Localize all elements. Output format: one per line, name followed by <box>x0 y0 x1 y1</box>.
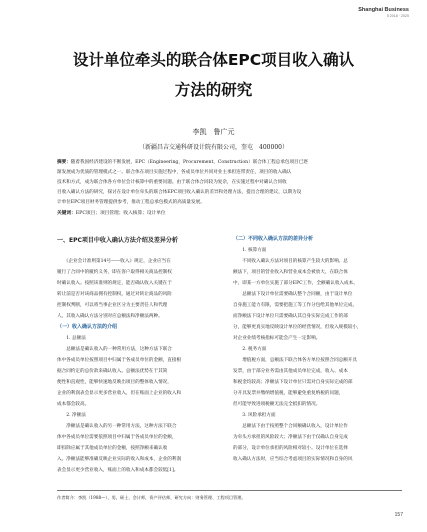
left-column <box>57 234 223 476</box>
body-text-line: 自身施工能力有限，需要把施工等工作分包给其他单位完成， <box>233 303 358 308</box>
right-column <box>233 234 400 465</box>
authors: 李凯 鲁广元 <box>192 128 235 136</box>
body-text-line: 体中各成员单位需要依照项目中归属于各成员单位的金额， <box>57 435 177 440</box>
body-text-line: 2. 税务方面 <box>233 347 267 352</box>
affiliation: （新疆昌吉交通科研设计院有限公司，奎屯 400000） <box>139 144 288 151</box>
abstract-line: 渐发展成为优质的管理模式之一。联合体在项目实施过程中，各成员单位共同对业主承担连带责任，项目的收入确认 <box>57 170 292 175</box>
abstract-line: 目收入确认方法的研究，探讨在设计单位牵头的联合体EPC项目收入确认的差异和处理方法，提出合理的建议，以期为设 <box>57 190 302 195</box>
body-text-line: 增值税方面，总额法下联合体各方单位按照合同总额开具 <box>233 358 358 363</box>
body-text-line: 时确认收入。按照该准则的规定，能否确认收入关键在于 <box>57 281 172 286</box>
keywords-label: 关键词： <box>57 211 76 216</box>
body-text-line: 额法下，项目的营业收入和营业成本会被放大，在联合体 <box>233 270 348 275</box>
body-text-line: 3. 风险承担方面 <box>233 413 276 418</box>
abstract-label: 摘要： <box>57 160 71 165</box>
body-text-line: 转让前是否对该商品拥有控制权，通过对转让商品的风险 <box>57 292 172 297</box>
body-text-line: 表会显示更少营业收入，账面上的收入和成本都会较低[1]。 <box>57 468 179 473</box>
journal-header <box>358 7 409 19</box>
abstract-line: 技术和方式，成为联合体各方单位会计核算中的重要问题。由于联合体合同较为复杂，在实施过程中对确认合同收 <box>57 180 287 185</box>
body-text-line: 入。净额法能够准确反映企业实际的收入和成本，企业的利润 <box>57 457 182 462</box>
subsection-heading: （一）收入确认方法的介绍 <box>57 324 118 330</box>
body-text-line: 收入确认方法时，应当综合考虑项目的实际情况和自身的风 <box>233 457 353 462</box>
journal-issue: 5 2018 · 2025 <box>386 14 409 18</box>
abstract-line: 随着我国经济建设的不断发展，EPC（Engineering，Procurement，Construction）联合体工程总承包项目已逐 <box>70 160 308 165</box>
body-text-line: 和税金均较高；净额法下设计单位只需对自身实际完成的部 <box>233 380 353 385</box>
article-title-line-2: 方法的研究 <box>174 81 253 99</box>
body-text-line: 不同收入确认方法对项目的核算产生较大的影响。总 <box>233 259 348 264</box>
body-text-line: 但可能导致进项税额无法完全抵扣的情况。 <box>233 402 321 407</box>
body-text-line: 对企业业绩考核指标可能会产生一定影响。 <box>233 336 321 341</box>
section-heading: 一、EPC项目中收入确认方法介绍及差异分析 <box>57 237 178 244</box>
body-text-line: 分，能够更真实地反映设计单位的经营情况，但收入规模较小， <box>233 325 362 330</box>
body-text-line: 便性和直观性，能够快速地反映出项目的整体收入情况， <box>57 380 172 385</box>
body-text-line: 即扣除应属于其他成员单位的金额，按照净额来确认收 <box>57 446 168 451</box>
body-text-line: 总额法下由于按照整个合同额确认收入，设计单位作 <box>233 424 348 429</box>
keywords-text: EPC项目；项目管理；收入核算；设计单位 <box>75 211 166 216</box>
body-text-line: 1. 核算方面 <box>233 248 267 253</box>
body-text-line: 中，即某一方单位实施了部分EPC工作，全额确认收入成本。 <box>233 281 358 286</box>
body-text-line: 履行了合同中的履约义务，即在客户取得相关商品控制权 <box>57 270 172 275</box>
body-text-line: 而净额法下设计单位只需要确认其自身实际完成工作的部 <box>233 314 348 319</box>
body-text-line: 分开具发票并缴纳增值税，能够避免重复纳税的问题， <box>233 391 344 396</box>
body-text-line: 据合同约定的总价款来确认收入。总额法优势在于其简 <box>57 369 168 374</box>
body-text-line: 总额法是确认收入的一种常用方法，这种方法下联合 <box>57 347 172 352</box>
body-text-line: 1. 总额法 <box>57 336 86 341</box>
body-text-line: 的部分，设计单位承担的风险相对较小。设计单位在选择 <box>233 446 348 451</box>
keywords <box>57 210 166 216</box>
page-number: 157 <box>394 512 403 518</box>
journal-name: Shanghai Business <box>358 7 409 13</box>
abstract-line: 计单位EPC项目财务管理提供参考，推动工程总承包模式的高质量发展。 <box>57 200 205 205</box>
body-text-line: 成本都会较高。 <box>57 402 90 407</box>
body-text-line: 总额法下设计单位需要确认整个合同额，由于设计单位 <box>233 292 353 297</box>
abstract <box>57 158 382 208</box>
author-footnote: 作者简介：李凯（1988—），男，硕士，会计师，资产评估师，研究方向：财务管理、工程项目管理。 <box>57 490 402 501</box>
body-text-line: 2. 净额法 <box>57 413 86 418</box>
body-text-line: 净额法是确认收入的另一种常用方法，这种方法下联合 <box>57 424 177 429</box>
body-text-line: 发票，由于部分业务需由其他成员单位完成，收入、成本 <box>233 369 348 374</box>
body-text-line: 人。其收入确认方法分别对应总额法和净额法两种。 <box>57 314 163 319</box>
body-text-line: 体中各成员单位按照项目中归属于各成员单位的金额，直接根 <box>57 358 182 363</box>
body-text-line: 为牵头方承担的风险较大；净额法下由于仅确认自身完成 <box>233 435 348 440</box>
body-text-line: 控制权判断，可以将当事企业区分为主要责任人和代理 <box>57 303 168 308</box>
subsection-heading: （二）不同收入确认方法的差异分析 <box>233 236 314 242</box>
body-text-line: 企业的利润表会显示更多营业收入，但在账面上企业的收入和 <box>57 391 182 396</box>
body-text-line: 《企业会计准则第14号——收入》规定，企业应当在 <box>57 259 171 264</box>
article-title-line-1: 设计单位牵头的联合体EPC项目收入确认 <box>72 51 355 69</box>
